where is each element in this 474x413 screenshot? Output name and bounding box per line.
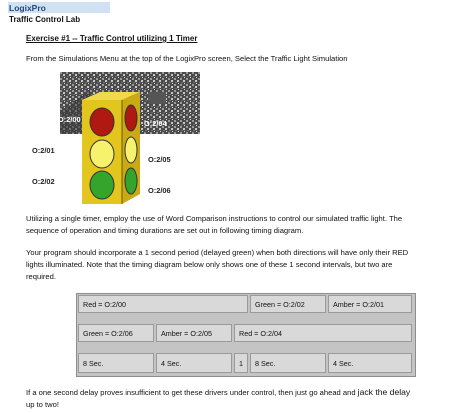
- green-lamp-front: [90, 171, 114, 199]
- exercise-title: Exercise #1 -- Traffic Control utilizing 1 Timer: [26, 34, 198, 43]
- timing-row2-red: Red = O:2/04: [234, 324, 412, 342]
- paragraph2-line3: required.: [26, 272, 56, 281]
- yellow-lamp-side: [125, 137, 137, 163]
- app-name: LogixPro: [9, 3, 46, 13]
- red-lamp-front: [90, 108, 114, 136]
- closing-line1: [26, 386, 471, 399]
- timing-row2-amber: Amber = O:2/05: [156, 324, 232, 342]
- closing-line1-emphasis: jack the delay: [357, 387, 411, 397]
- timing-row1-amber: Amber = O:2/01: [328, 295, 412, 313]
- paragraph-delayed-green: [26, 247, 466, 283]
- timing-row2-green: Green = O:2/06: [78, 324, 154, 342]
- label-yellow-left: O:2/01: [32, 146, 55, 155]
- label-red-left: O:2/00: [58, 115, 81, 124]
- paragraph1-line2: sequence of operation and timing durations are set out in following timing diagram.: [26, 226, 304, 235]
- building-shape: [148, 92, 166, 104]
- timing-row3-duration-5: 4 Sec.: [328, 353, 412, 373]
- paragraph2-line1: Your program should incorporate a 1 second period (delayed green) when both directions will have only their RED: [26, 248, 409, 257]
- timing-row3-duration-1: 8 Sec.: [78, 353, 154, 373]
- label-yellow-right: O:2/05: [148, 155, 171, 164]
- timing-row3-duration-3: 1: [234, 353, 248, 373]
- intro-text: From the Simulations Menu at the top of the LogixPro screen, Select the Traffic Light Simulation: [26, 54, 348, 63]
- label-green-right: O:2/06: [148, 186, 171, 195]
- label-red-right: O:2/04: [144, 119, 167, 128]
- timing-row3-duration-4: 8 Sec.: [250, 353, 326, 373]
- traffic-light-figure: [60, 72, 200, 204]
- closing-paragraph: [26, 386, 471, 411]
- paragraph-single-timer: [26, 213, 466, 237]
- paragraph2-line2: lights illuminated. Note that the timing diagram below only shows one of these 1 second intervals, but two are: [26, 260, 393, 269]
- red-lamp-side: [125, 105, 137, 131]
- lab-title: Traffic Control Lab: [9, 15, 81, 24]
- closing-line2: up to two!: [26, 400, 59, 409]
- timing-row1-green: Green = O:2/02: [250, 295, 326, 313]
- timing-row1-red: Red = O:2/00: [78, 295, 248, 313]
- yellow-lamp-front: [90, 140, 114, 168]
- paragraph1-line1: Utilizing a single timer, employ the use of Word Comparison instructions to control our simulated traffic light. The: [26, 214, 403, 223]
- closing-line1-text: If a one second delay proves insufficient to get these drivers under control, then just go ahead and: [26, 388, 358, 397]
- green-lamp-side: [125, 168, 137, 194]
- timing-row3-duration-2: 4 Sec.: [156, 353, 232, 373]
- label-green-left: O:2/02: [32, 177, 55, 186]
